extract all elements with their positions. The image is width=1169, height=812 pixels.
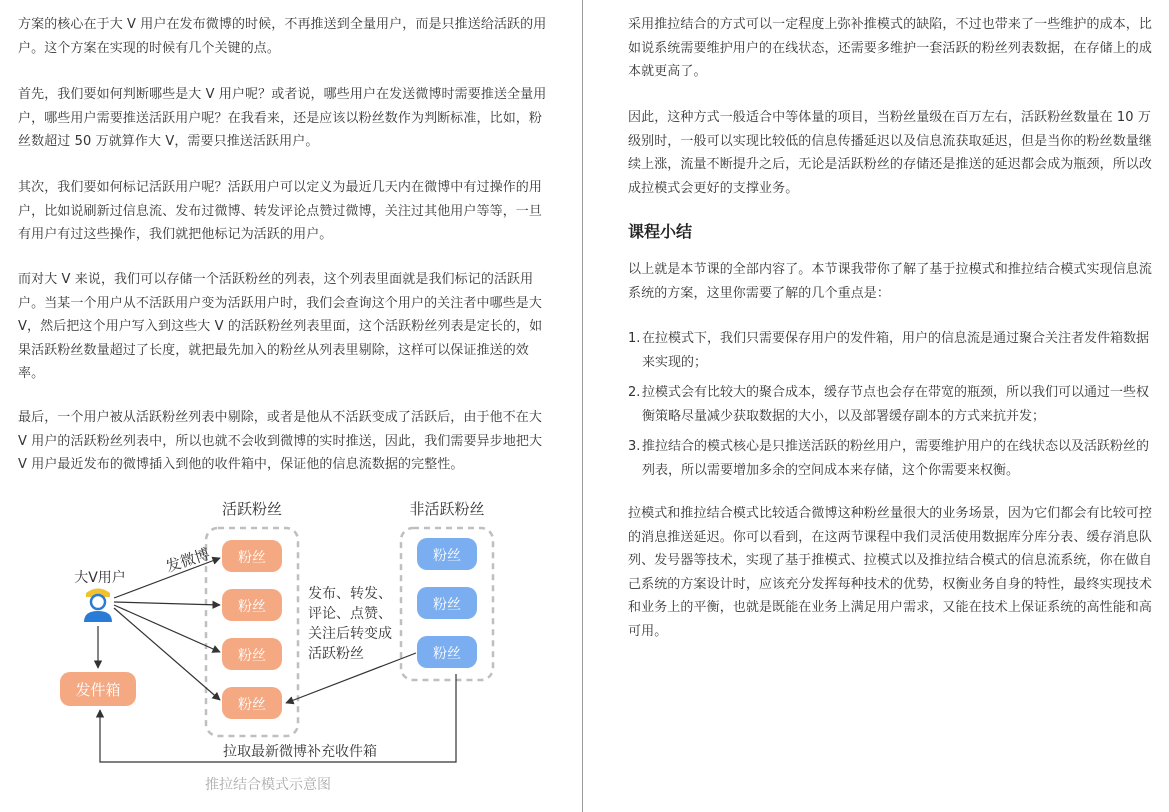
right-paragraph-1: 采用推拉结合的方式可以一定程度上弥补推模式的缺陷，不过也带来了一些维护的成本，比如说系统需要维护用户的在线状态，还需要多维护一套活跃的粉丝列表数据，在存储上的成本就更高了。	[628, 17, 1153, 79]
left-paragraph-3: 其次，我们要如何标记活跃用户呢？活跃用户可以定义为最近几天内在微博中有过操作的用户，比如说刷新过信息流、发布过微博、转发评论点赞过微博，关注过其他用户等等，一旦有用户有过这些操作，我们就把他标记为活跃的用户。	[18, 180, 543, 242]
inactive-fan-label-1: 粉丝	[433, 548, 461, 564]
summary-item-text: 推拉结合的模式核心是只推送活跃的粉丝用户，需要维护用户的在线状态以及活跃粉丝的列表，所以需要增加多余的空间成本来存储，这个你需要来权衡。	[642, 439, 1150, 478]
summary-item-text: 拉模式会有比较大的聚合成本，缓存节点也会存在带宽的瓶颈，所以我们可以通过一些权衡策略尽量减少获取数据的大小，以及部署缓存副本的方式来抗并发；	[642, 385, 1150, 424]
activation-note-1: 发布、转发、	[308, 586, 392, 602]
section-heading: 课程小结	[628, 222, 693, 241]
summary-item-text: 在拉模式下，我们只需要保存用户的发件箱，用户的信息流是通过聚合关注者发件箱数据来实现的；	[642, 331, 1150, 370]
bigv-label: 大V用户	[74, 570, 126, 586]
page-divider	[582, 0, 583, 812]
summary-item-2	[628, 381, 1154, 428]
summary-item-number: 1.	[628, 331, 641, 346]
active-fan-label-4: 粉丝	[238, 697, 266, 713]
post-weibo-label: 发微博	[163, 544, 213, 576]
left-paragraph-2: 首先，我们要如何判断哪些是大 V 用户呢？或者说，哪些用户在发送微博时需要推送全量用户，哪些用户需要推送活跃用户呢？在我看来，还是应该以粉丝数作为判断标准，比如，粉丝数超过 50 万就算作大 V，需要只推送活跃用户。	[18, 87, 547, 149]
active-fan-label-2: 粉丝	[238, 599, 266, 615]
active-fans-title: 活跃粉丝	[221, 500, 283, 518]
outbox-label: 发件箱	[75, 681, 121, 699]
active-fan-label-1: 粉丝	[238, 550, 266, 566]
left-paragraph-1: 方案的核心在于大 V 用户在发布微博的时候，不再推送到全量用户，而是只推送给活跃的用户。这个方案在实现的时候有几个关键的点。	[18, 17, 547, 56]
left-paragraph-5: 最后，一个用户被从活跃粉丝列表中剔除，或者是他从不活跃变成了活跃后，由于他不在大 V 用户的活跃粉丝列表中，所以也就不会收到微博的实时推送，因此，我们需要异步地把大 V 用户最近发布的微博插入到他的收件箱中，保证他的信息流数据的完整性。	[18, 410, 543, 472]
right-paragraph-2: 因此，这种方式一般适合中等体量的项目，当粉丝量级在百万左右，活跃粉丝数量在 10 万级别时，一般可以实现比较低的信息传播延迟以及信息流获取延迟，但是当你的粉丝数量继续上涨，流量不断提升之后，无论是活跃粉丝的存储还是推送的延迟都会成为瓶颈，所以改成拉模式会更好的支撑业务。	[628, 110, 1153, 196]
summary-item-3	[628, 435, 1154, 482]
push-pull-diagram	[18, 490, 558, 800]
pull-label: 拉取最新微博补充收件箱	[223, 744, 377, 760]
summary-item-1	[628, 327, 1154, 374]
activation-note-2: 评论、点赞、	[308, 606, 392, 622]
active-fan-label-3: 粉丝	[238, 648, 266, 664]
inactive-fan-label-2: 粉丝	[433, 597, 461, 613]
figure-caption: 推拉结合模式示意图	[205, 777, 331, 793]
activation-note-3: 关注后转变成	[308, 626, 392, 642]
right-paragraph-3: 以上就是本节课的全部内容了。本节课我带你了解了基于拉模式和推拉结合模式实现信息流系统的方案，这里你需要了解的几个重点是：	[628, 262, 1153, 301]
inactive-fans-title: 非活跃粉丝	[409, 500, 485, 518]
user-icon	[84, 589, 112, 623]
inactive-fan-label-3: 粉丝	[433, 646, 461, 662]
activation-note-4: 活跃粉丝	[308, 646, 364, 662]
right-paragraph-4: 拉模式和推拉结合模式比较适合微博这种粉丝量很大的业务场景，因为它们都会有比较可控的消息推送延迟。你可以看到，在这两节课程中我们灵活使用数据库分库分表、缓存消息队列、发号器等技术，实现了基于推模式、拉模式以及推拉结合模式的信息流系统，你在做自己系统的方案设计时，应该充分发挥每种技术的优势，权衡业务自身的特性，最终实现技术和业务上的平衡，也就是既能在业务上满足用户需求，又能在技术上保证系统的高性能和高可用。	[628, 506, 1153, 639]
summary-list	[628, 327, 1154, 482]
left-paragraph-4: 而对大 V 来说，我们可以存储一个活跃粉丝的列表，这个列表里面就是我们标记的活跃用户。当某一个用户从不活跃用户变为活跃用户时，我们会查询这个用户的关注者中哪些是大 V，然后把这个用户写入到这些大 V 的活跃粉丝列表里面，这个活跃粉丝列表是定长的，如果活跃粉丝数量超过了长度，就把最先加入的粉丝从列表里剔除，这样可以保证推送的效率。	[18, 272, 543, 381]
summary-item-number: 2.	[628, 385, 641, 400]
summary-item-number: 3.	[628, 439, 641, 454]
